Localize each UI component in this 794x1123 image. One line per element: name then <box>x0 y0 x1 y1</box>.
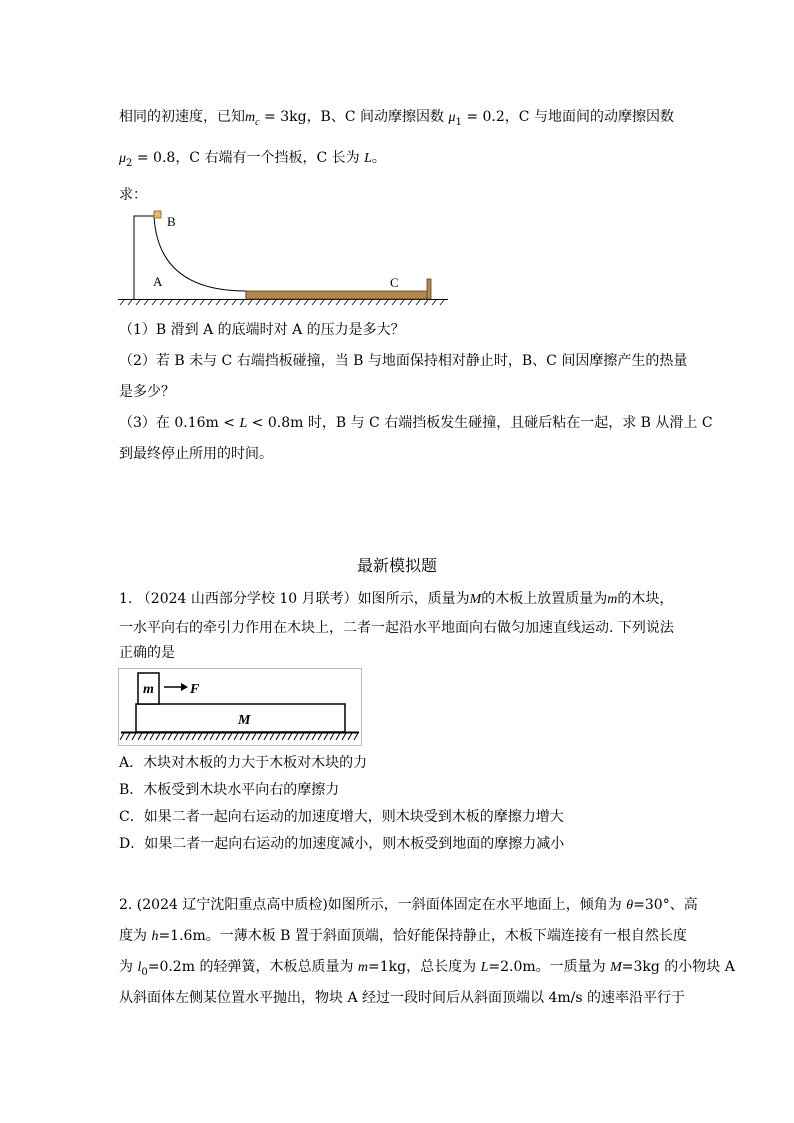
problem-2-text-c: 度为 <box>119 928 152 944</box>
problem-1-text-b: 的木板上放置质量为 <box>481 591 608 607</box>
intro-text-1: 相同的初速度，已知 <box>119 109 245 125</box>
intro-text-5: 。 <box>371 150 386 166</box>
question-1: （1）B 滑到 A 的底端时对 A 的压力是多大？ <box>119 322 405 338</box>
intro-line-2 <box>119 148 386 174</box>
label-f: F <box>190 682 200 697</box>
problem-2-line-2 <box>119 926 687 947</box>
mu2-value: = 0.8 <box>132 150 176 166</box>
problem-1-mass-small: m <box>607 592 618 607</box>
question-3-text-b: < 0.8m 时，B 与 C 右端挡板发生碰撞，且碰后粘在一起，求 B 从滑上 C <box>247 415 713 431</box>
problem-2-text-i: =3kg 的小物块 A <box>621 959 735 975</box>
ground-hatching-2 <box>120 733 358 740</box>
problem-2-text-f: =0.2m 的轻弹簧，木板总质量为 <box>147 959 358 975</box>
problem-2-text-g: =1kg，总长度为 <box>368 959 481 975</box>
length-symbol: L <box>364 151 372 166</box>
problem-2-m: m <box>357 960 369 975</box>
intro-text-3: ，C 与地面间的动摩擦因数 <box>504 109 674 125</box>
problem-2-text-d: =1.6m。一薄木板 B 置于斜面顶端，恰好能保持静止，木板下端连接有一根自然长度 <box>158 928 687 944</box>
ramp-a-body <box>134 216 246 299</box>
mu1-subscript: 1 <box>455 116 462 128</box>
question-2-line-2: 是多少？ <box>119 384 175 400</box>
problem-2-L: L <box>480 960 489 975</box>
mu1-value: = 0.2 <box>461 109 505 125</box>
board-c-stopper <box>427 279 431 299</box>
problem-2-l0-sub: 0 <box>141 966 148 978</box>
problem-1-text-a: 1. （2024 山西部分学校 10 月联考）如图所示，质量为 <box>119 591 470 607</box>
mu2-subscript: 2 <box>126 157 133 169</box>
board-c <box>246 291 428 299</box>
block-board-figure <box>118 668 362 746</box>
option-a: A．木块对木板的力大于木板对木块的力 <box>119 755 368 771</box>
intro-text-4: ，C 右端有一个挡板，C 长为 <box>175 150 360 166</box>
problem-2-text-e: 为 <box>119 959 138 975</box>
intro-text-2: ，B、C 间动摩擦因数 <box>306 109 445 125</box>
ground-hatching <box>120 300 444 305</box>
mass-c-symbol: m <box>245 110 256 125</box>
ramp-board-figure <box>118 208 448 308</box>
block-b <box>154 211 161 218</box>
problem-2-text-a: 2. (2024 辽宁沈阳重点高中质检)如图所示，一斜面体固定在水平地面上，倾角为 <box>119 897 627 913</box>
problem-2-text-b: =30°、高 <box>633 897 698 913</box>
ask-label: 求： <box>119 187 147 203</box>
option-d: D．如果二者一起向右运动的加速度减小，则木板受到地面的摩擦力减小 <box>119 836 565 852</box>
problem-2-line-1 <box>119 895 698 916</box>
label-b: B <box>167 214 176 229</box>
question-3-line-2: 到最终停止所用的时间。 <box>119 446 273 462</box>
label-m-big: M <box>238 713 251 728</box>
intro-line-1 <box>119 107 674 133</box>
label-a: A <box>153 274 163 289</box>
question-3-length-symbol: L <box>239 416 248 431</box>
label-c: C <box>390 275 399 290</box>
mass-c-subscript: c <box>255 116 260 128</box>
label-m-small: m <box>143 682 154 697</box>
mu1-symbol: μ <box>448 110 456 125</box>
question-3-text-a: （3）在 0.16m < <box>119 415 240 431</box>
problem-2-text-h: =2.0m。一质量为 <box>488 959 611 975</box>
question-2-line-1: （2）若 B 未与 C 右端挡板碰撞，当 B 与地面保持相对静止时，B、C 间因摩擦产生的热量 <box>119 353 688 369</box>
problem-1-text-c: 的木块， <box>617 591 674 607</box>
problem-2-line-3 <box>119 957 735 983</box>
problem-1-line-2: 一水平向右的牵引力作用在木块上，二者一起沿水平地面向右做匀加速直线运动. 下列说法 <box>119 620 674 636</box>
problem-2-theta: θ <box>626 898 634 913</box>
problem-1-line-1 <box>119 589 673 610</box>
problem-1-mass-big: M <box>469 592 482 607</box>
problem-2-line-4: 从斜面体左侧某位置水平抛出，物块 A 经过一段时间后从斜面顶端以 4m/s 的速率沿平行于 <box>119 990 685 1006</box>
option-c: C．如果二者一起向右运动的加速度增大，则木块受到木板的摩擦力增大 <box>119 809 564 825</box>
problem-2-l0: l <box>137 960 142 975</box>
force-arrow-head <box>181 683 188 691</box>
mu2-symbol: μ <box>119 151 127 166</box>
mass-c-value: = 3kg <box>259 109 307 125</box>
question-3-line-1 <box>119 413 713 434</box>
option-b: B．木板受到木块水平向右的摩擦力 <box>119 782 340 798</box>
section-title: 最新模拟题 <box>356 556 437 575</box>
problem-1-line-3: 正确的是 <box>119 645 175 661</box>
problem-2-height: h <box>151 929 159 944</box>
problem-2-M: M <box>610 960 622 975</box>
